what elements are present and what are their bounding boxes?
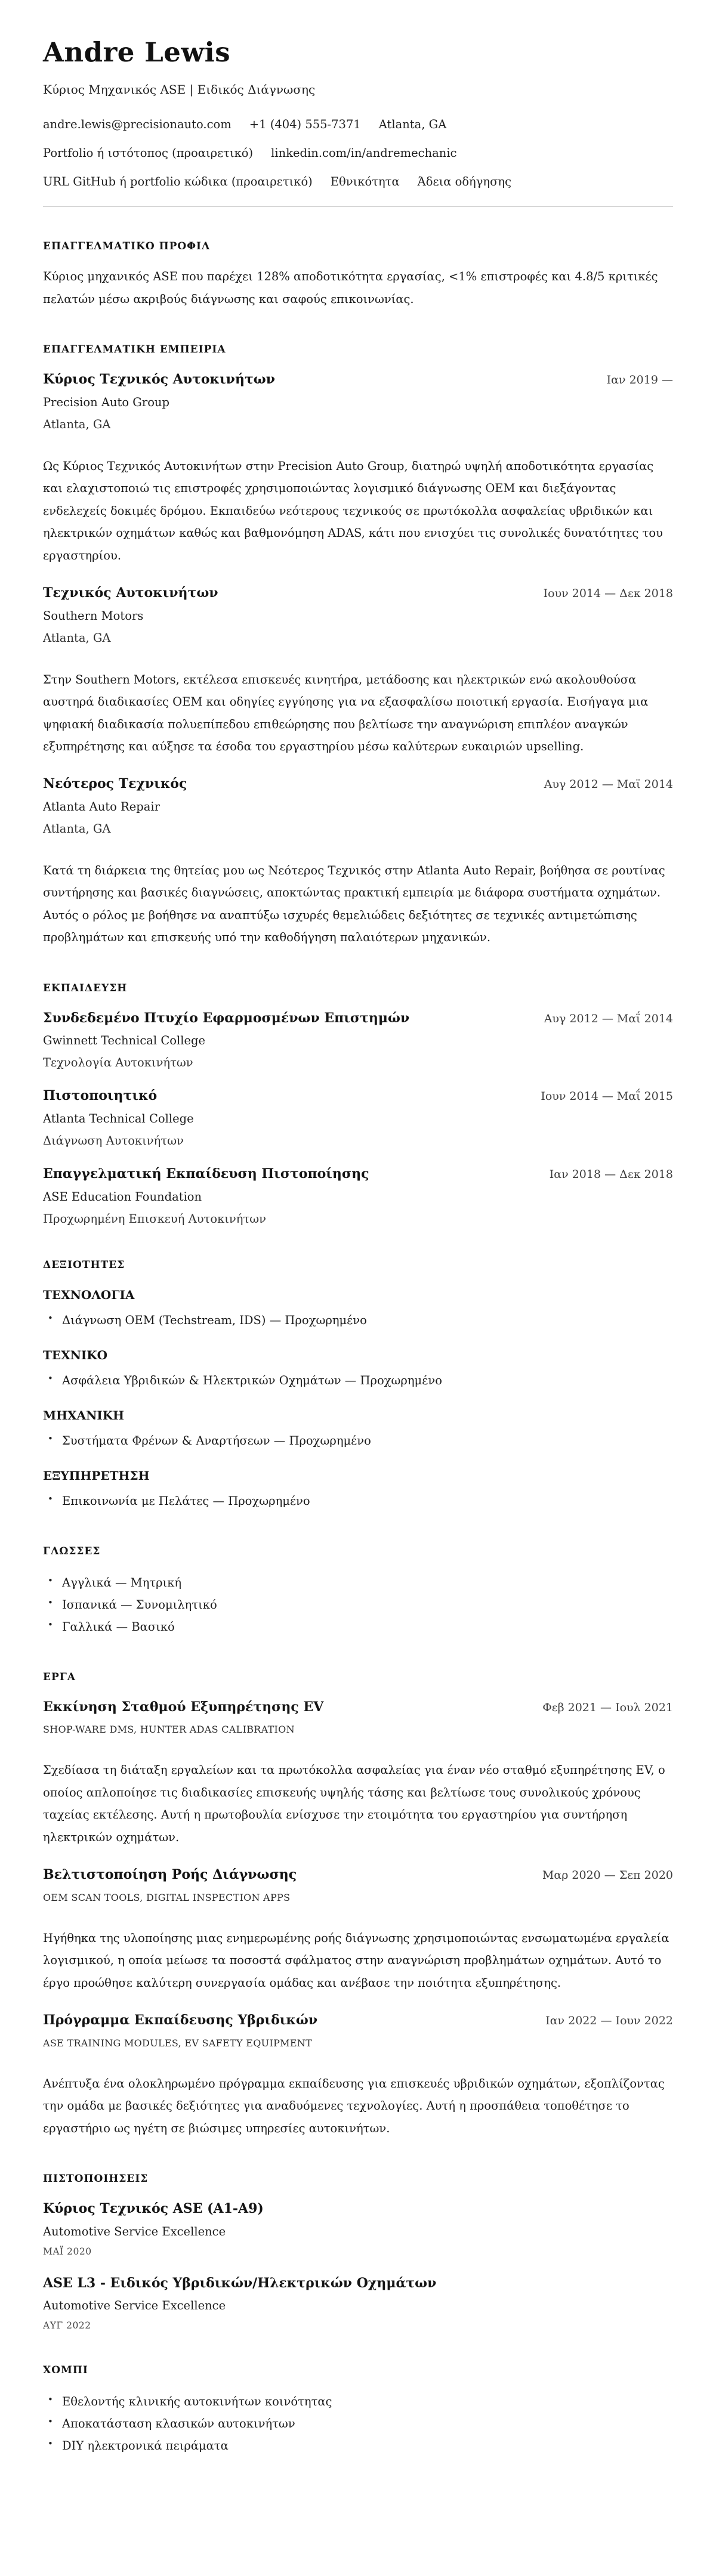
study-field: Τεχνολογία Αυτοκινήτων: [43, 1056, 193, 1070]
job-description: Στην Southern Motors, εκτέλεσα επισκευές κινητήρα, μετάδοσης και ηλεκτρικών ενώ ακολουθούσα αυστηρά διαδικασίες OEM και οδηγίες εγγύησης για να εξασφαλίσω ποιοτική εργασία. Εισήγαγα μια ψηφιακή διαδικασία πολυεπίπεδου επιθεώρησης που βελτίωσε την αναγνώριση επιπλέον αναγκών εξυπηρέτησης και αύξησε τα έσοδα του εργαστηρίου μέσω καλύτερων ευκαιριών upselling.: [43, 672, 649, 753]
education-dates: Αυγ 2012 — Μαΐ 2014: [544, 1012, 673, 1025]
section-hobbies: [43, 2364, 673, 2457]
entry-head: [43, 585, 673, 602]
job-title: Νεότερος Τεχνικός: [43, 776, 187, 792]
project-tools: ASE TRAINING MODULES, EV SAFETY EQUIPMENT: [43, 2037, 313, 2049]
skills-heading: ΔΕΞΙΟΤΗΤΕΣ: [43, 1258, 125, 1271]
job-location: Atlanta, GA: [43, 822, 111, 836]
entry-head: [43, 1165, 673, 1183]
hobby-item: • Αποκατάσταση κλασικών αυτοκινήτων: [43, 2413, 673, 2435]
certification-entry: [43, 2200, 673, 2257]
skill-list: [43, 1430, 673, 1452]
skill-category-name: ΤΕΧΝΙΚΟ: [43, 1347, 108, 1362]
entry-head: [43, 2012, 673, 2029]
hobby-item: • DIY ηλεκτρονικά πειράματα: [43, 2435, 673, 2457]
location-value: Atlanta, GA: [378, 117, 447, 131]
project-title: Εκκίνηση Σταθμού Εξυπηρέτησης EV: [43, 1699, 324, 1715]
candidate-headline: Κύριος Μηχανικός ASE | Ειδικός Διάγνωσης: [43, 82, 316, 97]
skill-category-name: ΕΞΥΠΗΡΕΤΗΣΗ: [43, 1468, 150, 1483]
education-entry: [43, 1010, 673, 1070]
experience-entry: [43, 585, 673, 757]
project-tools: SHOP-WARE DMS, HUNTER ADAS CALIBRATION: [43, 1724, 295, 1736]
entry-head: [43, 371, 673, 388]
school-name: Gwinnett Technical College: [43, 1034, 206, 1048]
degree-title: Επαγγελματική Εκπαίδευση Πιστοποίησης: [43, 1165, 369, 1182]
section-education: [43, 982, 673, 1226]
language-list: [43, 1572, 673, 1638]
project-title: Πρόγραμμα Εκπαίδευσης Υβριδικών: [43, 2012, 318, 2028]
job-company: Precision Auto Group: [43, 395, 169, 409]
phone-value: +1 (404) 555-7371: [249, 117, 361, 131]
education-dates: Ιαν 2018 — Δεκ 2018: [549, 1167, 673, 1181]
job-title: Τεχνικός Αυτοκινήτων: [43, 585, 218, 601]
profile-summary: Κύριος μηχανικός ASE που παρέχει 128% αποδοτικότητα εργασίας, <1% επιστροφές και 4.8/5 κριτικές πελατών μέσω ακριβούς διάγνωσης και σαφούς επικοινωνίας.: [43, 270, 658, 306]
certification-title: Κύριος Τεχνικός ASE (A1-A9): [43, 2201, 264, 2217]
job-dates: Ιαν 2019 —: [606, 373, 673, 387]
skill-list: [43, 1490, 673, 1512]
experience-entry: [43, 371, 673, 567]
hobby-item: • Εθελοντής κλινικής αυτοκινήτων κοινότητας: [43, 2391, 673, 2413]
resume-header: [43, 37, 673, 207]
project-dates: Μαρ 2020 — Σεπ 2020: [542, 1869, 673, 1882]
job-title: Κύριος Τεχνικός Αυτοκινήτων: [43, 372, 275, 388]
project-description: Ηγήθηκα της υλοποίησης μιας ενημερωμένης ροής διάγνωσης χρησιμοποιώντας ενσωματωμένα εργαλεία λογισμικού, η οποία μείωσε τα ποσοστά σφάλματος στην αναγνώριση προβλημάτων οχημάτων. Αυτό το έργο προώθησε καλύτερη συνεργασία ομάδας και ανέβασε την ποιότητα εξυπηρέτησης.: [43, 1931, 669, 1990]
entry-head: [43, 1010, 673, 1027]
skill-item: • Ασφάλεια Υβριδικών & Ηλεκτρικών Οχημάτων — Προχωρημένο: [43, 1369, 673, 1391]
skill-category-name: ΜΗΧΑΝΙΚΗ: [43, 1408, 124, 1422]
job-dates: Αυγ 2012 — Μαϊ 2014: [544, 778, 673, 791]
experience-entry: [43, 775, 673, 948]
entry-head: [43, 1087, 673, 1105]
linkedin-value: linkedin.com/in/andremechanic: [271, 146, 457, 160]
skill-category: [43, 1408, 673, 1452]
project-entry: [43, 2012, 673, 2139]
study-field: Διάγνωση Αυτοκινήτων: [43, 1133, 184, 1148]
certification-issuer: Automotive Service Excellence: [43, 2299, 226, 2313]
contact-row-web: [43, 144, 673, 162]
certification-date: ΑΥΓ 2022: [43, 2320, 91, 2331]
projects-heading: ΕΡΓΑ: [43, 1671, 76, 1683]
header-divider: [43, 206, 673, 207]
skill-item: • Επικοινωνία με Πελάτες — Προχωρημένο: [43, 1490, 673, 1512]
education-entries: [43, 1010, 673, 1226]
nationality-placeholder: Εθνικότητα: [330, 175, 400, 189]
job-company: Atlanta Auto Repair: [43, 800, 160, 814]
hobby-list: [43, 2391, 673, 2457]
certification-issuer: Automotive Service Excellence: [43, 2224, 226, 2238]
contact-block: [43, 116, 673, 191]
experience-heading: ΕΠΑΓΓΕΛΜΑΤΙΚΗ ΕΜΠΕΙΡΙΑ: [43, 344, 226, 356]
contact-row-primary: [43, 116, 673, 134]
school-name: Atlanta Technical College: [43, 1111, 194, 1125]
job-dates: Ιουν 2014 — Δεκ 2018: [543, 587, 673, 601]
education-dates: Ιουν 2014 — Μαΐ 2015: [541, 1090, 673, 1103]
degree-title: Συνδεδεμένο Πτυχίο Εφαρμοσμένων Επιστημών: [43, 1010, 410, 1026]
project-entry: [43, 1699, 673, 1848]
hobbies-heading: ΧΟΜΠΙ: [43, 2364, 88, 2377]
portfolio-placeholder: Portfolio ή ιστότοπος (προαιρετικό): [43, 146, 254, 160]
degree-title: Πιστοποιητικό: [43, 1088, 158, 1104]
certification-entries: [43, 2200, 673, 2331]
education-heading: ΕΚΠΑΙΔΕΥΣΗ: [43, 982, 128, 994]
driving-license-placeholder: Άδεια οδήγησης: [417, 175, 511, 189]
skill-item: • Διάγνωση OEM (Techstream, IDS) — Προχωρημένο: [43, 1309, 673, 1331]
section-languages: [43, 1545, 673, 1638]
language-item: • Ισπανικά — Συνομιλητικό: [43, 1594, 673, 1616]
project-entry: [43, 1866, 673, 1994]
skill-category: [43, 1288, 673, 1331]
skill-category: [43, 1468, 673, 1512]
languages-heading: ΓΛΩΣΣΕΣ: [43, 1545, 101, 1557]
section-profile: [43, 240, 673, 310]
skill-item: • Συστήματα Φρένων & Αναρτήσεων — Προχωρημένο: [43, 1430, 673, 1452]
job-location: Atlanta, GA: [43, 417, 111, 431]
project-dates: Φεβ 2021 — Ιουλ 2021: [542, 1700, 673, 1714]
job-description: Ως Κύριος Τεχνικός Αυτοκινήτων στην Precision Auto Group, διατηρώ υψηλή αποδοτικότητα εργασίας και ελαχιστοποιώ τις επιστροφές χρησιμοποιώντας λογισμικό διάγνωσης OEM και διεξάγοντας ενδελεχείς δοκιμές δρόμου. Εκπαιδεύω νεότερους τεχνικούς σε πρωτόκολλα ασφαλείας υβριδικών και ηλεκτρικών οχημάτων καθώς και βαθμονόμηση ADAS, κάτι που ενισχύει τις συνολικές δυνατότητες του εργαστηρίου.: [43, 459, 663, 562]
github-placeholder: URL GitHub ή portfolio κώδικα (προαιρετικό): [43, 175, 313, 189]
job-description: Κατά τη διάρκεια της θητείας μου ως Νεότερος Τεχνικός στην Atlanta Auto Repair, βοήθησα σε ρουτίνας συντήρησης και βασικές διαγνώσεις, αποκτώντας πρακτική εμπειρία με διάφορα συστήματα οχημάτων. Αυτός ο ρόλος με βοήθησε να αναπτύξω ισχυρές θεμελιώδεις δεξιότητες σε τεχνικές αντιμετώπισης προβλημάτων και επισκευής υπό την καθοδήγηση παλαιότερων μηχανικών.: [43, 864, 665, 945]
candidate-name: Andre Lewis: [43, 36, 231, 68]
entry-head: [43, 775, 673, 793]
education-entry: [43, 1165, 673, 1226]
project-title: Βελτιστοποίηση Ροής Διάγνωσης: [43, 1867, 297, 1883]
certification-title: ASE L3 - Ειδικός Υβριδικών/Ηλεκτρικών Οχημάτων: [43, 2275, 437, 2291]
contact-row-extra: [43, 173, 673, 191]
experience-entries: [43, 371, 673, 948]
education-entry: [43, 1087, 673, 1148]
certifications-heading: ΠΙΣΤΟΠΟΙΗΣΕΙΣ: [43, 2173, 149, 2185]
section-projects: [43, 1671, 673, 2139]
section-skills: [43, 1259, 673, 1512]
skill-category-name: ΤΕΧΝΟΛΟΓΙΑ: [43, 1287, 135, 1302]
project-entries: [43, 1699, 673, 2139]
school-name: ASE Education Foundation: [43, 1189, 202, 1204]
language-item: • Γαλλικά — Βασικό: [43, 1616, 673, 1638]
project-description: Σχεδίασα τη διάταξη εργαλείων και τα πρωτόκολλα ασφαλείας για έναν νέο σταθμό εξυπηρέτησης EV, ο οποίος απλοποίησε τις διαδικασίες επισκευής υψηλής τάσης και βελτίωσε τους συνολικούς χρόνους ταχείας εκτέλεσης. Αυτή η πρωτοβουλία ενίσχυσε την ετοιμότητα του εργαστηρίου για συντήρηση ηλεκτρικών οχημάτων.: [43, 1763, 665, 1844]
certification-entry: [43, 2275, 673, 2331]
email-value: andre.lewis@precisionauto.com: [43, 117, 232, 131]
profile-heading: ΕΠΑΓΓΕΛΜΑΤΙΚΟ ΠΡΟΦΙΛ: [43, 240, 211, 253]
skill-list: [43, 1309, 673, 1331]
entry-head: [43, 1866, 673, 1884]
section-experience: [43, 344, 673, 948]
skill-category: [43, 1348, 673, 1391]
project-dates: Ιαν 2022 — Ιουν 2022: [545, 2014, 673, 2028]
project-tools: OEM SCAN TOOLS, DIGITAL INSPECTION APPS: [43, 1891, 291, 1903]
study-field: Προχωρημένη Επισκευή Αυτοκινήτων: [43, 1211, 266, 1226]
certification-date: ΜΑΪ 2020: [43, 2246, 92, 2257]
entry-head: [43, 1699, 673, 1716]
project-description: Ανέπτυξα ένα ολοκληρωμένο πρόγραμμα εκπαίδευσης για επισκευές υβριδικών οχημάτων, εξοπλίζοντας την ομάδα με βασικές δεξιότητες για αναδυόμενες τεχνολογίες. Αυτή η προσπάθεια τοποθέτησε το εργαστήριο ως ηγέτη σε βιώσιμες υπηρεσίες αυτοκινήτων.: [43, 2076, 665, 2135]
section-certifications: [43, 2173, 673, 2331]
job-location: Atlanta, GA: [43, 630, 111, 645]
skill-list: [43, 1369, 673, 1391]
job-company: Southern Motors: [43, 608, 144, 623]
language-item: • Αγγλικά — Μητρική: [43, 1572, 673, 1594]
